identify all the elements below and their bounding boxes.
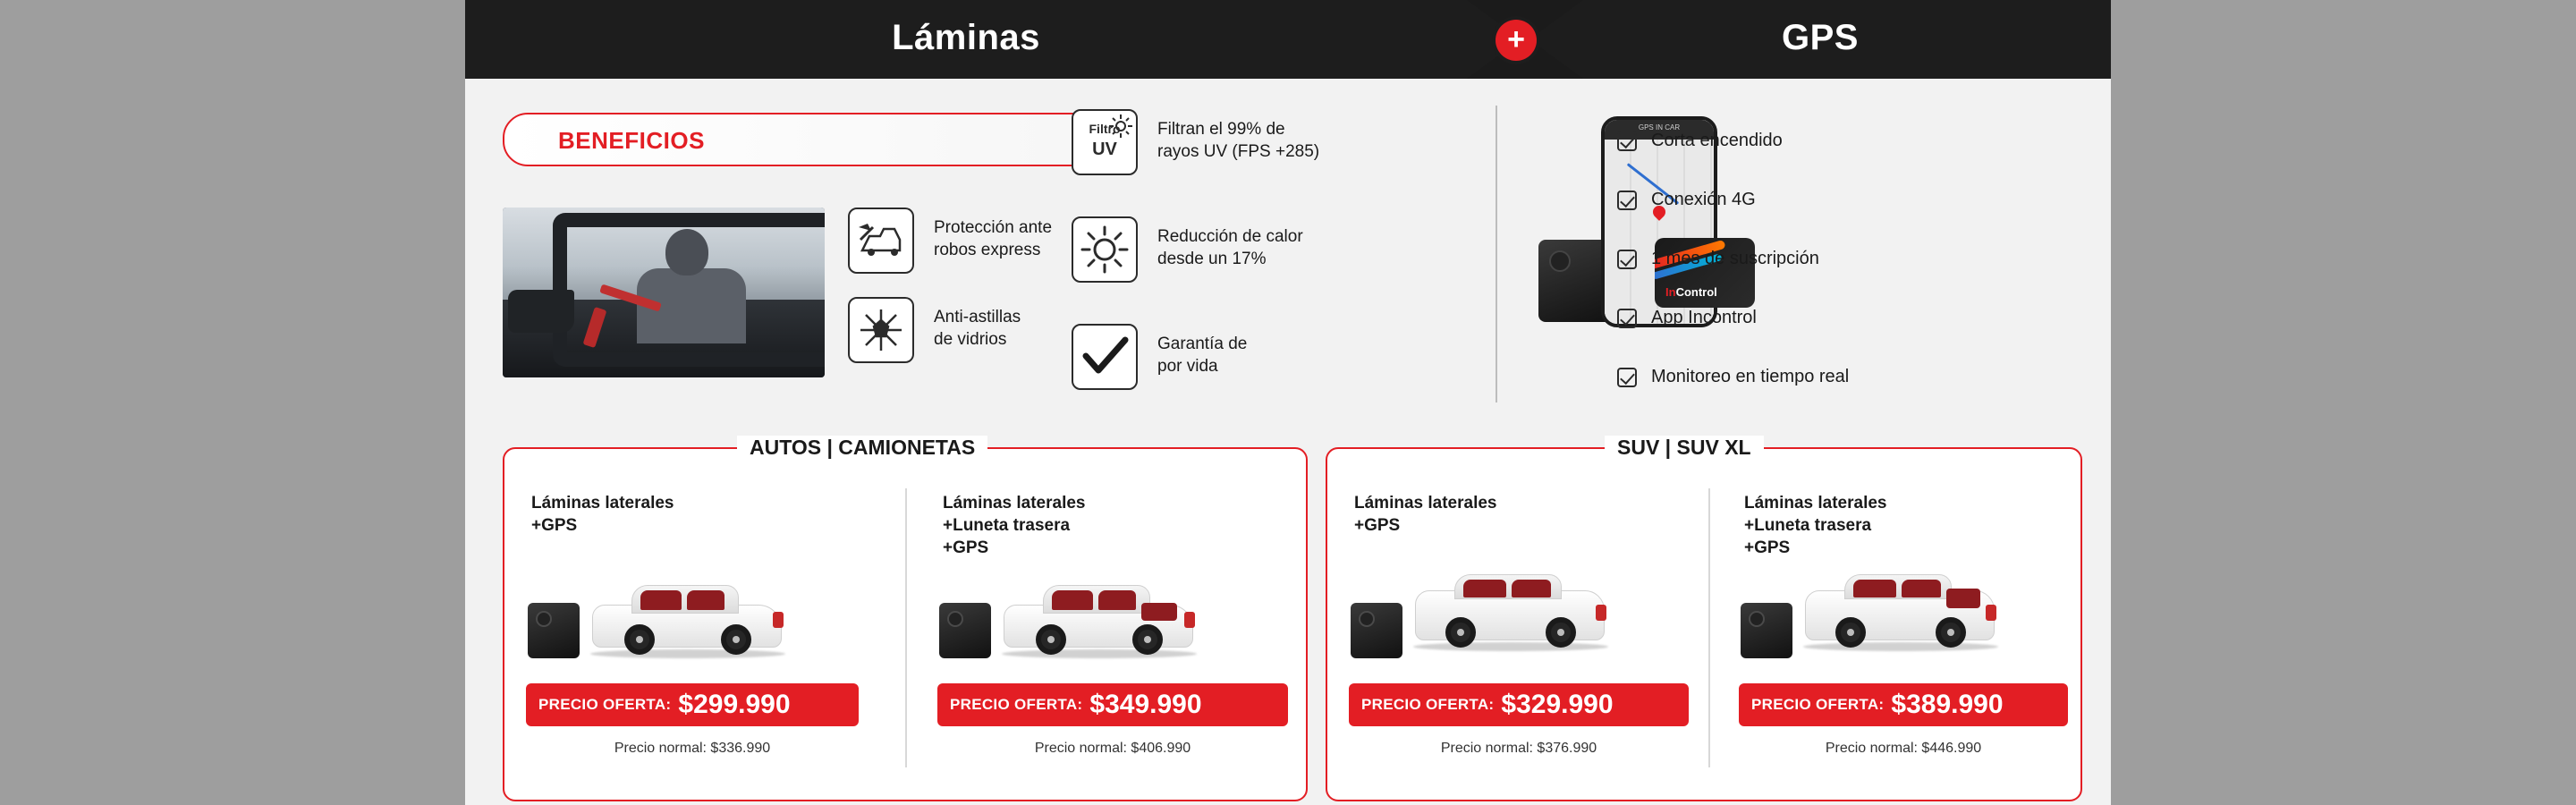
offer-card-4-title-line3: +GPS xyxy=(1744,538,1791,557)
benefit-text-3 xyxy=(1157,118,1319,163)
plus-badge-icon: + xyxy=(1496,20,1537,61)
offer-card-4-price-tag xyxy=(1739,683,2068,726)
offer-card-2-normal-price: Precio normal: $406.990 xyxy=(1034,741,1191,756)
offer-card-2-price-label: PRECIO OFERTA: xyxy=(950,696,1083,713)
offer-card-1-price-label: PRECIO OFERTA: xyxy=(538,696,672,713)
checkmark-icon xyxy=(1072,324,1138,390)
uv-filter-icon xyxy=(1072,109,1138,175)
car-taillight xyxy=(1986,605,1996,621)
uv-icon-label-bottom: UV xyxy=(1092,140,1117,159)
offer-panel-autos-card-separator xyxy=(905,488,907,767)
benefit-text-5 xyxy=(1157,333,1247,377)
car-window-front xyxy=(640,590,682,610)
offer-card-4-gps-lens-icon xyxy=(1749,611,1765,627)
offer-card-3-gps-lens-icon xyxy=(1359,611,1375,627)
car-window-rear xyxy=(687,590,724,610)
offer-panel-suv xyxy=(1326,436,2082,801)
offer-card-3-price-label: PRECIO OFERTA: xyxy=(1361,696,1495,713)
car-taillight xyxy=(1184,612,1195,628)
benefit-text-1-line1: Protección ante xyxy=(934,218,1053,237)
sun-heat-icon xyxy=(1072,216,1138,283)
benefit-text-4 xyxy=(1157,225,1303,270)
car-window-rear xyxy=(1512,580,1551,597)
benefit-text-1-line2: robos express xyxy=(934,241,1041,259)
car-wheel-front xyxy=(1445,617,1476,648)
offer-card-1-price-tag xyxy=(526,683,859,726)
car-window-front xyxy=(1463,580,1506,597)
benefit-text-2 xyxy=(934,306,1021,351)
car-wheel-front xyxy=(1036,624,1066,655)
car-window-front xyxy=(1853,580,1896,597)
offer-card-4-price-label: PRECIO OFERTA: xyxy=(1751,696,1885,713)
offer-card-1-gps-device xyxy=(528,603,580,658)
offer-card-3-title-line1: Láminas laterales xyxy=(1354,494,1497,513)
car-shadow xyxy=(1803,642,1998,651)
offer-card-3-normal-price: Precio normal: $376.990 xyxy=(1440,741,1597,756)
section-divider xyxy=(1496,106,1497,402)
car-wheel-rear xyxy=(1936,617,1966,648)
offer-card-1-title-line1: Láminas laterales xyxy=(531,494,674,513)
gps-check-icon-3 xyxy=(1617,250,1637,269)
offer-card-4-gps-device xyxy=(1741,603,1792,658)
offer-card-4-title-line2: +Luneta trasera xyxy=(1744,516,1872,535)
gps-check-icon-2 xyxy=(1617,191,1637,210)
benefit-text-2-line2: de vidrios xyxy=(934,330,1007,349)
offer-card-2-price-value: $349.990 xyxy=(1089,690,1202,719)
gps-feature-3: 1 mes de suscripción xyxy=(1651,249,1819,268)
benefit-text-4-line1: Reducción de calor xyxy=(1157,227,1303,246)
car-window-rear xyxy=(1902,580,1941,597)
offer-card-2-title-line2: +Luneta trasera xyxy=(943,516,1071,535)
car-shadow xyxy=(590,649,785,658)
gps-check-icon-5 xyxy=(1617,368,1637,387)
offer-panel-autos xyxy=(503,436,1308,801)
promo-canvas xyxy=(465,0,2111,805)
car-wheel-rear xyxy=(1132,624,1163,655)
benefit-text-1 xyxy=(934,216,1052,261)
car-taillight xyxy=(773,612,784,628)
offer-card-2-price-tag xyxy=(937,683,1288,726)
offer-card-4-title xyxy=(1744,492,1886,559)
gps-feature-1: Corta encendido xyxy=(1651,131,1783,150)
offer-card-1-title-line2: +GPS xyxy=(531,516,578,535)
benefit-text-4-line2: desde un 17% xyxy=(1157,250,1267,268)
car-wheel-rear xyxy=(721,624,751,655)
benefit-text-3-line2: rayos UV (FPS +285) xyxy=(1157,142,1320,161)
offer-card-3-title-line2: +GPS xyxy=(1354,516,1401,535)
benefit-text-3-line1: Filtran el 99% de xyxy=(1157,120,1285,139)
offer-card-3-title xyxy=(1354,492,1496,537)
offer-panel-suv-card-separator xyxy=(1708,488,1710,767)
offer-card-4-vehicle xyxy=(1798,574,2004,651)
incontrol-brand-suffix: Control xyxy=(1675,285,1717,299)
offer-card-2-gps-lens-icon xyxy=(947,611,963,627)
offer-card-1-gps-lens-icon xyxy=(536,611,552,627)
smash-and-grab-icon xyxy=(848,208,914,274)
car-rear-windshield xyxy=(1946,589,1980,608)
car-shadow xyxy=(1002,649,1197,658)
photo-person-head xyxy=(665,229,708,275)
shatter-icon xyxy=(848,297,914,363)
car-wheel-front xyxy=(624,624,655,655)
offer-card-3-price-tag xyxy=(1349,683,1689,726)
offer-panel-autos-title: AUTOS | CAMIONETAS xyxy=(737,436,987,460)
car-taillight xyxy=(1596,605,1606,621)
offer-panel-suv-title: SUV | SUV XL xyxy=(1605,436,1764,460)
car-shadow xyxy=(1413,642,1608,651)
gps-feature-2: Conexión 4G xyxy=(1651,190,1756,209)
benefit-text-2-line1: Anti-astillas xyxy=(934,308,1021,326)
theft-photo xyxy=(503,208,825,377)
offer-card-4-title-line1: Láminas laterales xyxy=(1744,494,1887,513)
incontrol-brand-label xyxy=(1665,285,1717,299)
gps-feature-4: App Incontrol xyxy=(1651,308,1757,327)
gps-feature-5: Monitoreo en tiempo real xyxy=(1651,367,1850,386)
header-title-gps: GPS xyxy=(1782,18,1859,57)
benefit-text-5-line2: por vida xyxy=(1157,357,1218,376)
benefits-pill xyxy=(503,113,1123,166)
incontrol-brand-prefix: In xyxy=(1665,285,1676,299)
car-window-front xyxy=(1052,590,1093,610)
car-rear-windshield xyxy=(1141,603,1177,621)
phone-status-text: GPS IN CAR xyxy=(1638,123,1681,131)
offer-card-2-gps-device xyxy=(939,603,991,658)
offer-card-3-price-value: $329.990 xyxy=(1501,690,1614,719)
offer-card-1-price-value: $299.990 xyxy=(678,690,791,719)
header-title-laminas: Láminas xyxy=(892,18,1040,57)
offer-card-4-normal-price: Precio normal: $446.990 xyxy=(1825,741,1982,756)
uv-icon-label-top: Filtro xyxy=(1089,122,1121,136)
gps-check-icon-1 xyxy=(1617,131,1637,151)
gps-check-icon-4 xyxy=(1617,309,1637,328)
offer-card-2-title-line1: Láminas laterales xyxy=(943,494,1086,513)
photo-side-mirror xyxy=(508,290,574,333)
offer-card-3-vehicle xyxy=(1408,574,1614,651)
offer-card-2-vehicle xyxy=(996,581,1202,658)
car-window-rear xyxy=(1098,590,1136,610)
benefit-text-5-line1: Garantía de xyxy=(1157,335,1248,353)
offer-card-4-price-value: $389.990 xyxy=(1891,690,2004,719)
offer-card-1-title xyxy=(531,492,674,537)
gps-device-lens-icon xyxy=(1549,250,1571,272)
offer-card-2-title xyxy=(943,492,1085,559)
car-wheel-front xyxy=(1835,617,1866,648)
offer-card-1-normal-price: Precio normal: $336.990 xyxy=(614,741,771,756)
offer-card-3-gps-device xyxy=(1351,603,1402,658)
benefits-label: BENEFICIOS xyxy=(558,127,705,154)
car-wheel-rear xyxy=(1546,617,1576,648)
offer-card-1-vehicle xyxy=(585,581,791,658)
offer-card-2-title-line3: +GPS xyxy=(943,538,989,557)
